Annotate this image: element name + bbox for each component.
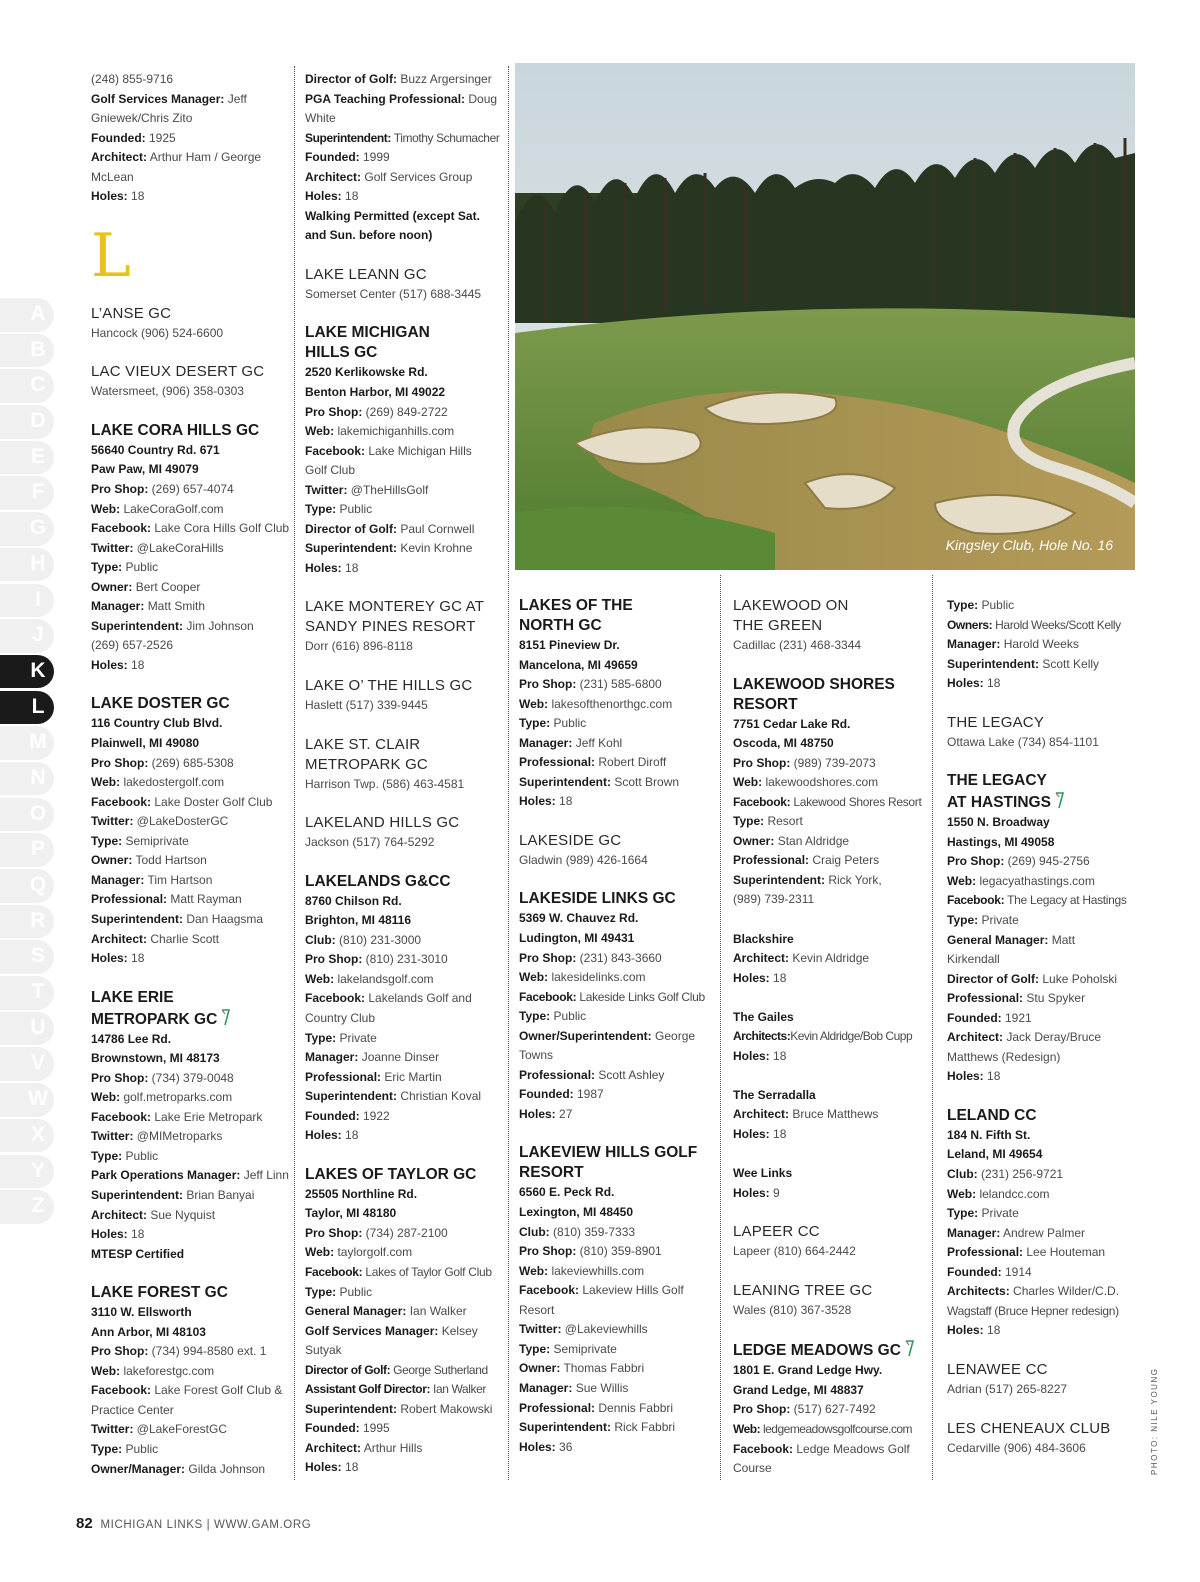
phone: (248) 855-9716 bbox=[91, 72, 174, 86]
golf-flag-icon bbox=[904, 1339, 914, 1357]
listing-lake-leann: LAKE LEANN GC Somerset Center (517) 688-3445 bbox=[305, 265, 482, 301]
course-name: The Serradalla bbox=[733, 1087, 816, 1102]
listing-lakelands: LAKELANDS G&CC 8760 Chilson Rd. Brighton, MI 48116 Club: (810) 231-3000 Pro Shop: (810) 231-3010 Web: lakelandsgolf.com Facebook: Lakelands Golf and Country Club Type: Private Manager: Joanne Dinser Professional: Eric Martin Superintendent: Christian Koval Founded: 1922 Holes: 18 bbox=[305, 872, 482, 1143]
photo-caption: Kingsley Club, Hole No. 16 bbox=[945, 537, 1113, 553]
listing-continued: (248) 855-9716 Golf Services Manager: Jeff Gniewek/Chris Zito Founded: 1925 Architect: Arthur Ham / George McLean Holes: 18 bbox=[91, 70, 287, 207]
listing-continued: Director of Golf: Buzz Argersinger PGA Teaching Professional: Doug White Superintendent: Timothy Schumacher Founded: 1999 Architect: Golf Services Group Holes: 18 Walking Permitted (except Sat. and Sun. before noon) bbox=[305, 72, 500, 243]
listing-lakeside-links: LAKESIDE LINKS GC 5369 W. Chauvez Rd. Ludington, MI 49431 Pro Shop: (231) 843-3660 Web: lakesidelinks.com Facebook: Lakeside Links Golf Club Type: Public Owner/Superintendent: George Towns Professional: Scott Ashley Founded: 1987 Holes: 27 bbox=[519, 890, 705, 1121]
tab-u[interactable]: U bbox=[0, 1011, 56, 1047]
tab-n[interactable]: N bbox=[0, 761, 56, 797]
tab-e[interactable]: E bbox=[0, 440, 56, 476]
column-divider bbox=[294, 66, 295, 1480]
listing-lake-michigan-hills: LAKE MICHIGAN HILLS GC 2520 Kerlikowske Rd. Benton Harbor, MI 49022 Pro Shop: (269) 849-2722 Web: lakemichiganhills.com Facebook: Lake Michigan Hills Golf Club Twitter: @TheHillsGolf Type: Public Director of Golf: Paul Cornwell Superintendent: Kevin Krohne Holes: 18 bbox=[305, 324, 475, 575]
tab-a[interactable]: A bbox=[0, 297, 56, 333]
column-divider bbox=[932, 575, 933, 1480]
listing-the-legacy: THE LEGACY Ottawa Lake (734) 854-1101 bbox=[947, 713, 1099, 749]
tab-t[interactable]: T bbox=[0, 975, 56, 1011]
tab-b[interactable]: B bbox=[0, 333, 56, 369]
listing-lakeview-hills: LAKEVIEW HILLS GOLF RESORT 6560 E. Peck Rd. Lexington, MI 48450 Club: (810) 359-7333 Pro Shop: (810) 359-8901 Web: lakeviewhills.com Facebook: Lakeview Hills Golf Resort Twitter: @Lakeviewhills Type: Semiprivate Owner: Thomas Fabbri Manager: Sue Willis Professional: Dennis Fabbri Superintendent: Rick Fabbri Holes: 36 bbox=[519, 1144, 698, 1454]
tab-i[interactable]: I bbox=[0, 583, 56, 619]
tab-v[interactable]: V bbox=[0, 1046, 56, 1082]
column-1 bbox=[91, 70, 290, 1498]
photo-credit: PHOTO: NILE YOUNG bbox=[1150, 1367, 1159, 1475]
section-letter: L bbox=[91, 220, 131, 291]
column-divider bbox=[720, 575, 721, 1480]
tab-c[interactable]: C bbox=[0, 368, 56, 404]
golf-course-photo bbox=[515, 63, 1135, 570]
tab-y[interactable]: Y bbox=[0, 1154, 56, 1190]
golf-flag-icon bbox=[1054, 791, 1064, 809]
tab-w[interactable]: W bbox=[0, 1082, 56, 1118]
listing-lake-cora-hills: LAKE CORA HILLS GC 56640 Country Rd. 671 Paw Paw, MI 49079 Pro Shop: (269) 657-4074 Web: LakeCoraGolf.com Facebook: Lake Cora Hills Golf Club Twitter: @LakeCoraHills Type: Public Owner: Bert Cooper Manager: Matt Smith Superintendent: Jim Johnson (269) 657-2526 Holes: 18 bbox=[91, 421, 290, 672]
listing-lake-monterey: LAKE MONTEREY GC AT SANDY PINES RESORT Dorr (616) 896-8118 bbox=[305, 598, 485, 654]
tab-q[interactable]: Q bbox=[0, 868, 56, 904]
listing-lapeer: LAPEER CC Lapeer (810) 664-2442 bbox=[733, 1223, 856, 1259]
page-footer bbox=[76, 1515, 311, 1532]
listing-lac-vieux-desert: LAC VIEUX DESERT GC Watersmeet, (906) 358-0303 bbox=[91, 363, 265, 399]
listing-lakeland-hills: LAKELAND HILLS GC Jackson (517) 764-5292 bbox=[305, 814, 460, 850]
tab-j[interactable]: J bbox=[0, 618, 56, 654]
listing-lakewood-on-the-green: LAKEWOOD ON THE GREEN Cadillac (231) 468-3344 bbox=[733, 597, 862, 652]
column-2 bbox=[305, 70, 503, 1497]
listing-lakes-of-taylor: LAKES OF TAYLOR GC 25505 Northline Rd. Taylor, MI 48180 Pro Shop: (734) 287-2100 Web: taylorgolf.com Facebook: Lakes of Taylor Golf Club Type: Public General Manager: Ian Walker Golf Services Manager: Kelsey Sutyak Director of Golf: George Sutherland Assistant Golf Director: Ian Walker Superintendent: Robert Makowski Founded: 1995 Architect: Arthur Hills Holes: 18 bbox=[305, 1165, 493, 1475]
listing-lakeside: LAKESIDE GC Gladwin (989) 426-1664 bbox=[519, 831, 648, 867]
listing-lake-forest: LAKE FOREST GC 3110 W. Ellsworth Ann Arbor, MI 48103 Pro Shop: (734) 994-8580 ext. 1 Web: lakeforestgc.com Facebook: Lake Forest Golf Club & Practice Center Twitter: @LakeForestGC Type: Public Owner/Manager: Gilda Johnson bbox=[91, 1284, 283, 1476]
listing-leaning-tree: LEANING TREE GC Wales (810) 367-3528 bbox=[733, 1281, 873, 1317]
listing-lanse: L’ANSE GC Hancock (906) 524-6600 bbox=[91, 304, 224, 340]
alphabet-index bbox=[0, 297, 56, 1225]
column-divider bbox=[508, 66, 509, 1480]
footer-text: MICHIGAN LINKS | WWW.GAM.ORG bbox=[100, 1519, 312, 1531]
tab-h[interactable]: H bbox=[0, 547, 56, 583]
listing-lake-doster: LAKE DOSTER GC 116 Country Club Blvd. Plainwell, MI 49080 Pro Shop: (269) 685-5308 Web: lakedostergolf.com Facebook: Lake Doster Golf Club Twitter: @LakeDosterGC Type: Semiprivate Owner: Todd Hartson Manager: Tim Hartson Professional: Matt Rayman Superintendent: Dan Haagsma Architect: Charlie Scott Holes: 18 bbox=[91, 695, 273, 966]
tab-m[interactable]: M bbox=[0, 725, 56, 761]
column-3 bbox=[519, 596, 715, 1476]
golf-flag-icon bbox=[220, 1008, 230, 1026]
listing-legacy-at-hastings: THE LEGACY AT HASTINGS 1550 N. Broadway Hastings, MI 49058 Pro Shop: (269) 945-2756 Web: legacyathastings.com Facebook: The Legacy at Hastings Type: Private General Manager: Matt Kirkendall Director of Golf: Luke Poholski Professional: Stu Spyker Founded: 1921 Architect: Jack Deray/Bruce Matthews (Redesign) Holes: 18 bbox=[947, 772, 1127, 1084]
tab-g[interactable]: G bbox=[0, 511, 56, 547]
listing-lake-o-the-hills: LAKE O’ THE HILLS GC Haslett (517) 339-9445 bbox=[305, 677, 473, 713]
listing-lake-st-clair: LAKE ST. CLAIR METROPARK GC Harrison Twp. (586) 463-4581 bbox=[305, 735, 465, 791]
listing-lakes-of-the-north: LAKES OF THE NORTH GC 8151 Pineview Dr. Mancelona, MI 49659 Pro Shop: (231) 585-6800 Web: lakesofthenorthgc.com Type: Public Manager: Jeff Kohl Professional: Robert Diroff Superintendent: Scott Brown Holes: 18 bbox=[519, 597, 680, 809]
tab-s[interactable]: S bbox=[0, 939, 56, 975]
listing-les-cheneaux: LES CHENEAUX CLUB Cedarville (906) 484-3606 bbox=[947, 1419, 1111, 1455]
tab-k[interactable]: K bbox=[0, 654, 56, 690]
tab-o[interactable]: O bbox=[0, 797, 56, 833]
tab-d[interactable]: D bbox=[0, 404, 56, 440]
tab-x[interactable]: X bbox=[0, 1118, 56, 1154]
listing-lenawee: LENAWEE CC Adrian (517) 265-8227 bbox=[947, 1360, 1068, 1396]
page-number: 82 bbox=[76, 1515, 93, 1532]
listing-lake-erie-metropark: LAKE ERIE METROPARK GC 14786 Lee Rd. Brownstown, MI 48173 Pro Shop: (734) 379-0048 Web: golf.metroparks.com Facebook: Lake Erie Metropark Twitter: @MIMetroparks Type: Public Park Operations Manager: Jeff Linn Superintendent: Brian Banyai Architect: Sue Nyquist Holes: 18 MTESP Certified bbox=[91, 988, 289, 1261]
golf-course-illustration bbox=[515, 63, 1135, 570]
course-name: Wee Links bbox=[733, 1166, 793, 1181]
tab-l[interactable]: L bbox=[0, 690, 56, 726]
column-4 bbox=[733, 596, 929, 1498]
tab-r[interactable]: R bbox=[0, 904, 56, 940]
listing-continued: Type: Public Owners: Harold Weeks/Scott Kelly Manager: Harold Weeks Superintendent: Scott Kelly Holes: 18 bbox=[947, 598, 1121, 691]
listing-lakewood-shores: LAKEWOOD SHORES RESORT 7751 Cedar Lake Rd. Oscoda, MI 48750 Pro Shop: (989) 739-2073 Web: lakewoodshores.com Facebook: Lakewood Shores Resort Type: Resort Owner: Stan Aldridge Professional: Craig Peters Superintendent: Rick York, (989) 739-2311 Blackshire Architect: Kevin Aldridge Holes: 18 The Gailes Architects:Kevin Aldridge/Bob Cupp Holes: 18 The Serradalla Architect: Bruce Matthews Holes: 18 Wee Links Holes: 9 bbox=[733, 675, 929, 1204]
course-name: The Gailes bbox=[733, 1009, 794, 1024]
tab-f[interactable]: F bbox=[0, 475, 56, 511]
column-5 bbox=[947, 596, 1145, 1477]
listing-leland: LELAND CC 184 N. Fifth St. Leland, MI 49654 Club: (231) 256-9721 Web: lelandcc.com Type: Private Manager: Andrew Palmer Professional: Lee Houteman Founded: 1914 Architects: Charles Wilder/C.D. Wagstaff (Bruce Hepner redesign) Holes: 18 bbox=[947, 1106, 1120, 1338]
course-name: Blackshire bbox=[733, 931, 794, 946]
tab-z[interactable]: Z bbox=[0, 1189, 56, 1225]
listing-ledge-meadows: LEDGE MEADOWS GC 1801 E. Grand Ledge Hwy. Grand Ledge, MI 48837 Pro Shop: (517) 627-7492 Web: ledgemeadowsgolfcourse.com Facebook: Ledge Meadows Golf Course bbox=[733, 1339, 929, 1478]
tab-p[interactable]: P bbox=[0, 832, 56, 868]
